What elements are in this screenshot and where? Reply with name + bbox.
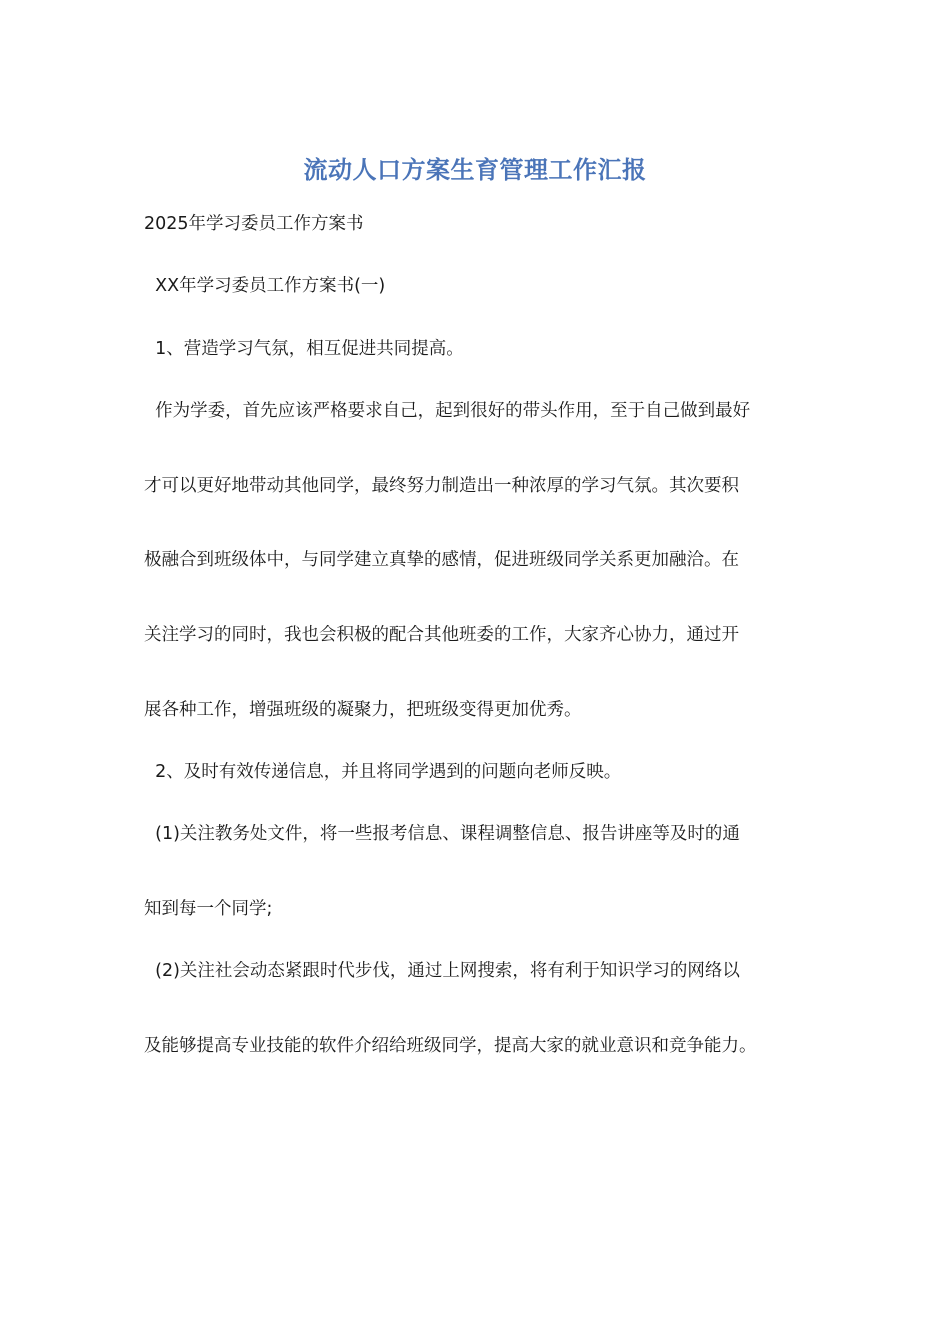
paragraph-line: 极融合到班级体中，与同学建立真挚的感情，促进班级同学关系更加融洽。在	[144, 550, 739, 570]
paragraph-line: 关注学习的同时，我也会积极的配合其他班委的工作，大家齐心协力，通过开	[144, 625, 739, 645]
subtitle-line: 2025年学习委员工作方案书	[144, 214, 364, 234]
item-heading-1: 1、营造学习气氛，相互促进共同提高。	[144, 339, 464, 359]
document-title: 流动人口方案生育管理工作汇报	[303, 155, 647, 184]
paragraph-line: 作为学委，首先应该严格要求自己，起到很好的带头作用，至于自己做到最好	[144, 401, 751, 421]
sub-item-2: (2)关注社会动态紧跟时代步伐，通过上网搜索，将有利于知识学习的网络以	[144, 961, 740, 981]
item-heading-2: 2、及时有效传递信息，并且将同学遇到的问题向老师反映。	[144, 762, 622, 782]
paragraph-line: 展各种工作，增强班级的凝聚力，把班级变得更加优秀。	[144, 700, 582, 720]
sub-item-2-cont: 及能够提高专业技能的软件介绍给班级同学，提高大家的就业意识和竞争能力。	[144, 1036, 757, 1056]
sub-item-1: (1)关注教务处文件，将一些报考信息、课程调整信息、报告讲座等及时的通	[144, 824, 740, 844]
section-heading: XX年学习委员工作方案书(一)	[144, 276, 386, 296]
paragraph-line: 才可以更好地带动其他同学，最终努力制造出一种浓厚的学习气氛。其次要积	[144, 476, 739, 496]
sub-item-1-cont: 知到每一个同学;	[144, 899, 273, 919]
